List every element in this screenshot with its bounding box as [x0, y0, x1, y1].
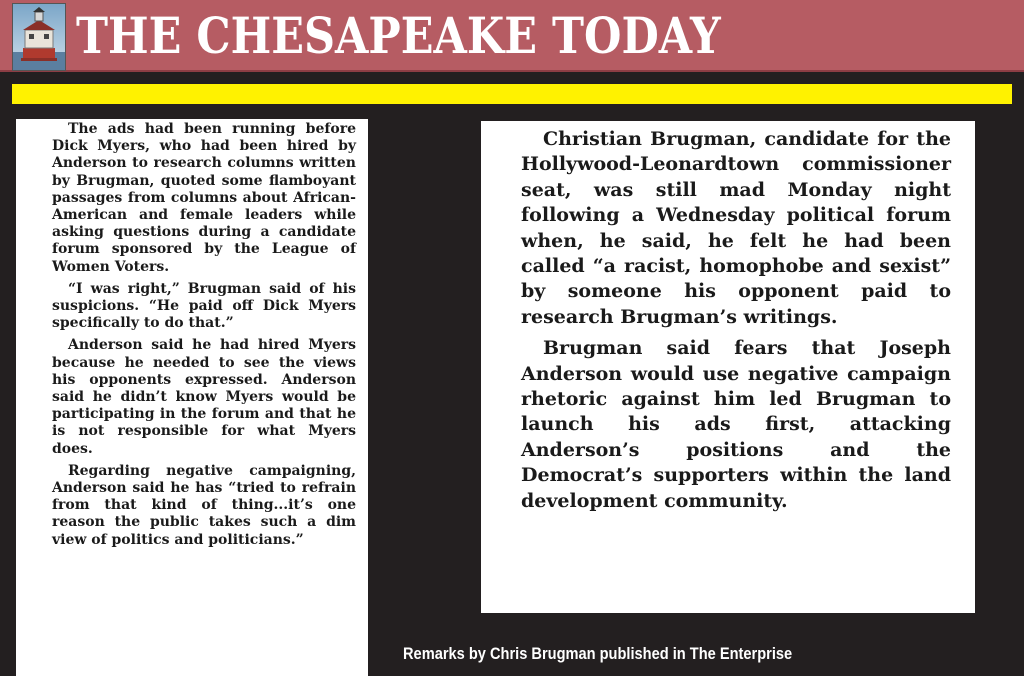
left-paragraph-3: Anderson said he had hired Myers because he needed to see the views his opponents expressed. Anderson said he didn’t know Myers would be participating in the forum and that he is not responsible for what Myers does. [52, 337, 356, 457]
left-paragraph-1: The ads had been running before Dick Myers, who had been hired by Anderson to research columns written by Brugman, quoted some flamboyant passages from columns about African-American and female leaders while asking questions during a candidate forum sponsored by the League of Women Voters. [52, 121, 356, 275]
masthead-title: THE CHESAPEAKE TODAY [76, 6, 721, 65]
masthead [0, 0, 1024, 72]
image-caption: Remarks by Chris Brugman published in The Enterprise [403, 644, 793, 663]
right-paragraph-1: Christian Brugman, candidate for the Hollywood-Leonardtown commissioner seat, was still mad Monday night following a Wednesday political forum when, he said, he felt he had been called “a racist, homophobe and sexist” by someone his opponent paid to research Brugman’s writings. [521, 128, 951, 328]
lighthouse-icon [12, 3, 66, 71]
left-paragraph-2: “I was right,” Brugman said of his suspicions. “He paid off Dick Myers specifically to do that.” [52, 280, 356, 332]
left-newspaper-clipping [16, 119, 368, 676]
left-paragraph-4: Regarding negative campaigning, Anderson said he has “tried to refrain from that kind of thing...it’s one reason the public takes such a dim view of politics and politicians.” [52, 462, 356, 548]
accent-bar [12, 84, 1012, 104]
right-paragraph-2: Brugman said fears that Joseph Anderson would use negative campaign rhetoric against him led Brugman to launch his ads first, attacking Anderson’s positions and the Democrat’s supporters within the land development community. [521, 337, 951, 512]
right-newspaper-clipping [481, 121, 975, 613]
